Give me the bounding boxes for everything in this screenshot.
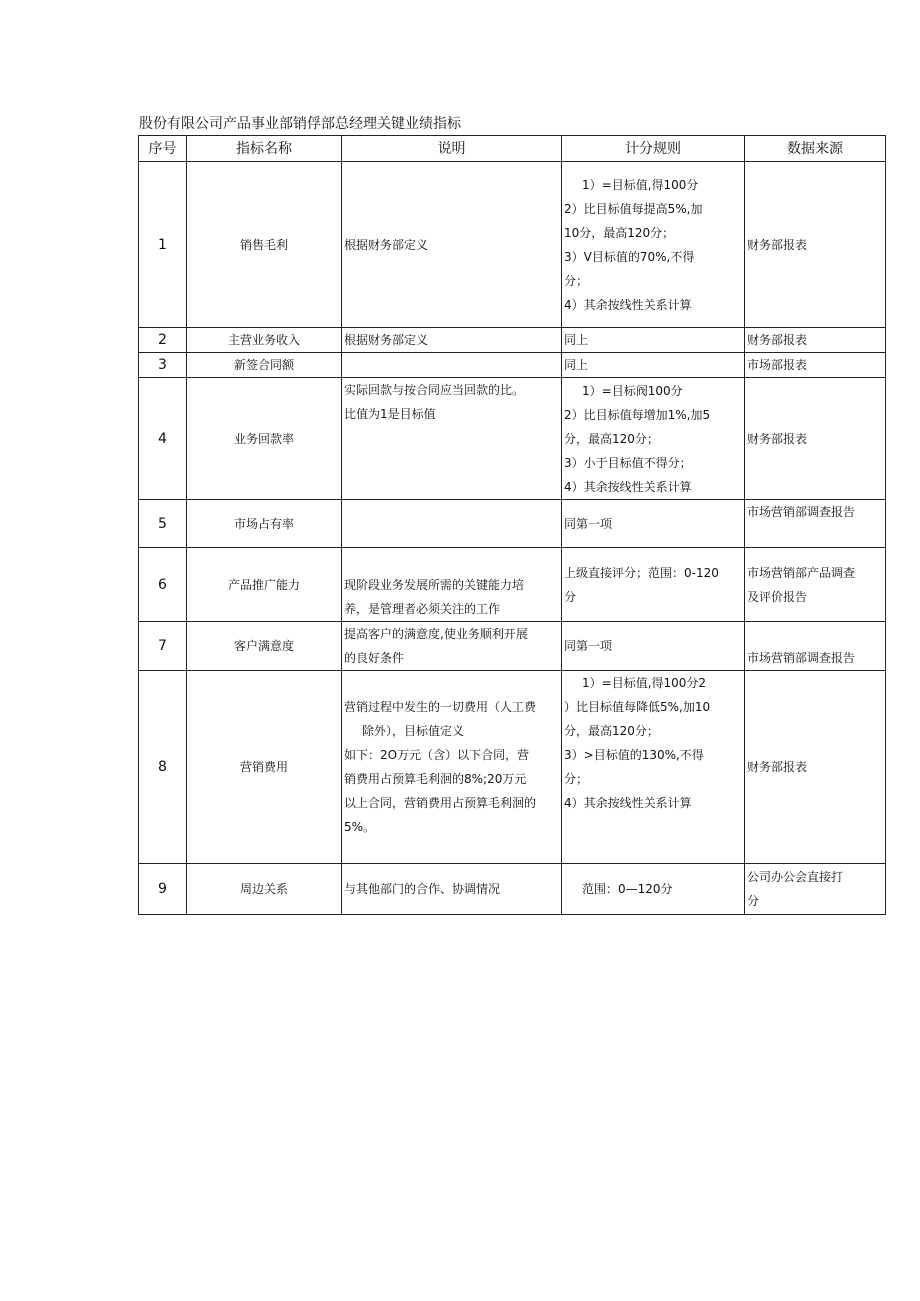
source-line: 财务部报表 bbox=[747, 237, 808, 252]
rule-line: 3）小于目标值不得分； bbox=[564, 455, 692, 470]
scoring-rule bbox=[562, 864, 745, 915]
row-number: 7 bbox=[139, 622, 187, 671]
scoring-rule bbox=[562, 353, 745, 378]
indicator-description bbox=[342, 328, 562, 353]
rule-line: 2）比目标值每增加1%,加5 bbox=[564, 407, 711, 422]
data-source bbox=[745, 500, 886, 548]
row-number: 3 bbox=[139, 353, 187, 378]
scoring-rule bbox=[562, 548, 745, 622]
table-row bbox=[139, 671, 886, 864]
source-line: 市场营销部调查报告 bbox=[747, 505, 856, 519]
row-number: 9 bbox=[139, 864, 187, 915]
rule-line: 分，最高120分； bbox=[564, 431, 659, 446]
description-line: 5%。 bbox=[344, 820, 376, 834]
table-row bbox=[139, 548, 886, 622]
rule-line: 2）比目标值每提高5%,加 bbox=[564, 201, 703, 216]
indicator-name: 销售毛利 bbox=[187, 162, 342, 328]
rule-line: 同上 bbox=[564, 333, 589, 347]
description-line: 除外），目标值定义 bbox=[362, 724, 465, 738]
rule-line: 4）其余按线性关系计算 bbox=[564, 479, 692, 494]
rule-line: 4）其余按线性关系计算 bbox=[564, 297, 692, 312]
source-line: 财务部报表 bbox=[747, 431, 808, 446]
kpi-table bbox=[138, 135, 886, 915]
indicator-name: 市场占有率 bbox=[187, 500, 342, 548]
indicator-name: 主营业务收入 bbox=[187, 328, 342, 353]
source-line: 市场部报表 bbox=[747, 358, 808, 372]
scoring-rule bbox=[562, 328, 745, 353]
table-row bbox=[139, 162, 886, 328]
rule-line: 范围：0—120分 bbox=[582, 882, 673, 896]
data-source bbox=[745, 162, 886, 328]
indicator-description bbox=[342, 378, 562, 500]
row-number: 8 bbox=[139, 671, 187, 864]
source-line: 市场营销部调查报告 bbox=[747, 651, 856, 665]
rule-line: 分； bbox=[564, 273, 589, 288]
source-line: 财务部报表 bbox=[747, 333, 808, 347]
rule-line: 同第一项 bbox=[564, 516, 613, 531]
scoring-rule bbox=[562, 622, 745, 671]
header-rule: 计分规则 bbox=[562, 136, 745, 162]
header-name: 指标名称 bbox=[187, 136, 342, 162]
row-number: 1 bbox=[139, 162, 187, 328]
indicator-name: 营销费用 bbox=[187, 671, 342, 864]
indicator-name: 周边关系 bbox=[187, 864, 342, 915]
table-row bbox=[139, 353, 886, 378]
row-number: 6 bbox=[139, 548, 187, 622]
indicator-description bbox=[342, 548, 562, 622]
data-source bbox=[745, 622, 886, 671]
indicator-description bbox=[342, 353, 562, 378]
rule-line: 同上 bbox=[564, 358, 589, 372]
description-line: 根据财务部定义 bbox=[344, 333, 429, 347]
description-line: 比值为1是目标值 bbox=[344, 407, 436, 421]
indicator-name: 新签合同额 bbox=[187, 353, 342, 378]
rule-line: 4）其余按线性关系计算 bbox=[564, 796, 692, 810]
rule-line: 同第一项 bbox=[564, 639, 613, 653]
source-line: 分 bbox=[747, 894, 760, 908]
source-line: 财务部报表 bbox=[747, 760, 808, 774]
table-row bbox=[139, 328, 886, 353]
indicator-description bbox=[342, 671, 562, 864]
table-row bbox=[139, 378, 886, 500]
indicator-name: 客户满意度 bbox=[187, 622, 342, 671]
indicator-description bbox=[342, 162, 562, 328]
header-no: 序号 bbox=[139, 136, 187, 162]
data-source bbox=[745, 864, 886, 915]
header-source: 数据来源 bbox=[745, 136, 886, 162]
rule-line: 3）>目标值的130%,不得 bbox=[564, 748, 704, 762]
description-line: 实际回款与按合同应当回款的比。 bbox=[344, 383, 525, 397]
description-line: 根据财务部定义 bbox=[344, 237, 429, 252]
description-line: 的良好条件 bbox=[344, 651, 405, 665]
source-line: 市场营销部产品调查 bbox=[747, 565, 856, 580]
indicator-description bbox=[342, 864, 562, 915]
description-line: 与其他部门的合作、协调情况 bbox=[344, 882, 501, 896]
rule-line: 3）V目标值的70%,不得 bbox=[564, 249, 695, 264]
header-desc: 说明 bbox=[342, 136, 562, 162]
row-number: 5 bbox=[139, 500, 187, 548]
data-source bbox=[745, 353, 886, 378]
source-line: 公司办公会直接打 bbox=[747, 870, 844, 884]
scoring-rule bbox=[562, 162, 745, 328]
table-row bbox=[139, 500, 886, 548]
description-line: 如下：2O万元（含）以下合同，营 bbox=[344, 748, 530, 762]
data-source bbox=[745, 328, 886, 353]
table-row bbox=[139, 622, 886, 671]
indicator-description bbox=[342, 500, 562, 548]
rule-line: 1）=目标值,得100分2 bbox=[582, 676, 707, 690]
document-title: 股份有限公司产品事业部销俘部总经理关键业绩指标 bbox=[139, 116, 461, 132]
indicator-name: 产品推广能力 bbox=[187, 548, 342, 622]
indicator-description bbox=[342, 622, 562, 671]
header-row bbox=[139, 136, 886, 162]
description-line: 以上合同，营销费用占预算毛利洄的 bbox=[344, 796, 537, 810]
rule-line: 分 bbox=[564, 589, 577, 604]
data-source bbox=[745, 671, 886, 864]
description-line: 养，是管理者必须关注的工作 bbox=[344, 602, 501, 616]
rule-line: 1）=目标阀100分 bbox=[582, 383, 683, 398]
rule-line: ）比目标值每降低5%,加10 bbox=[564, 700, 711, 714]
source-line: 及评价报告 bbox=[747, 589, 808, 604]
data-source bbox=[745, 548, 886, 622]
description-line: 营销过程中发生的一切费用（人工费 bbox=[344, 700, 537, 714]
scoring-rule bbox=[562, 500, 745, 548]
rule-line: 1）=目标值,得100分 bbox=[582, 177, 699, 192]
indicator-name: 业务回款率 bbox=[187, 378, 342, 500]
description-line: 提高客户的满意度,使业务顺利开展 bbox=[344, 627, 528, 641]
description-line: 销费用占预算毛利洄的8%;20万元 bbox=[344, 772, 527, 786]
table-row bbox=[139, 864, 886, 915]
rule-line: 分，最高120分； bbox=[564, 724, 659, 738]
scoring-rule bbox=[562, 671, 745, 864]
description-line: 现阶段业务发展所需的关键能力培 bbox=[344, 578, 525, 592]
rule-line: 分； bbox=[564, 772, 589, 786]
row-number: 2 bbox=[139, 328, 187, 353]
scoring-rule bbox=[562, 378, 745, 500]
rule-line: 上级直接评分；范围：0-120 bbox=[564, 565, 719, 580]
rule-line: 10分，最高120分； bbox=[564, 225, 675, 240]
row-number: 4 bbox=[139, 378, 187, 500]
data-source bbox=[745, 378, 886, 500]
